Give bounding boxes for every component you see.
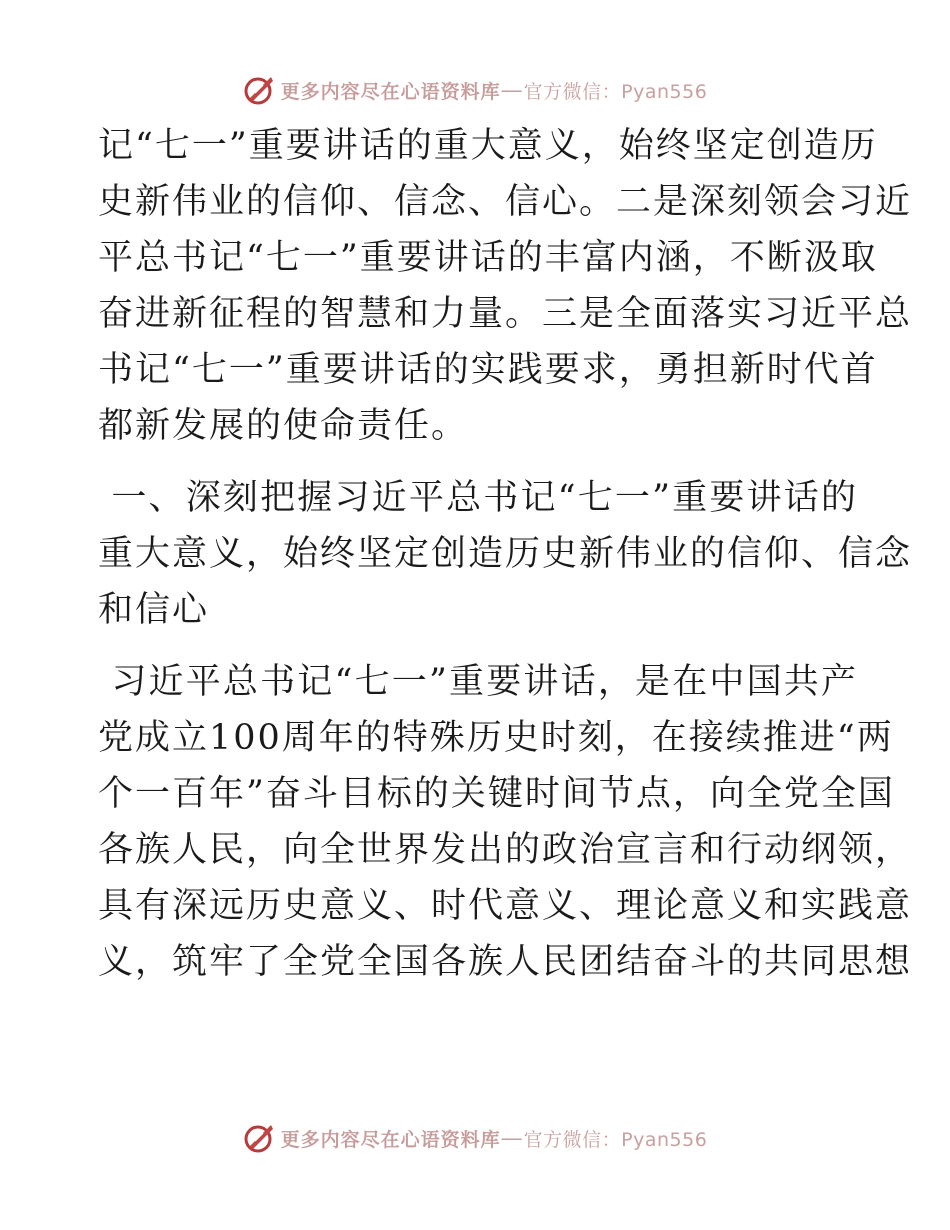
paragraph-2 <box>98 654 913 990</box>
quill-pen-logo-icon <box>243 73 277 107</box>
paragraph-1 <box>98 118 913 454</box>
header-banner-separator: — <box>500 77 524 103</box>
header-banner-wechat: 官方微信：Pyan556 <box>523 80 708 103</box>
text-line: 党成立100周年的特殊历史时刻，在接续推进“两 <box>98 718 894 758</box>
text-line: 义，筑牢了全党全国各族人民团结奋斗的共同思想 <box>98 942 913 982</box>
text-line: 习近平总书记“七一”重要讲话，是在中国共产 <box>98 662 858 702</box>
footer-banner <box>0 1118 950 1158</box>
text-line: 奋进新征程的智慧和力量。三是全面落实习近平总 <box>98 294 913 334</box>
footer-banner-title: 更多内容尽在心语资料库 <box>280 1128 501 1151</box>
text-line: 都新发展的使命责任。 <box>98 406 469 446</box>
text-line: 史新伟业的信仰、信念、信心。二是深刻领会习近 <box>98 182 913 222</box>
header-banner-title: 更多内容尽在心语资料库 <box>280 80 501 103</box>
section-heading <box>98 470 913 638</box>
text-line: 各族人民，向全世界发出的政治宣言和行动纲领， <box>98 830 913 870</box>
document-body <box>98 118 913 1006</box>
header-banner <box>0 70 950 110</box>
footer-banner-separator: — <box>500 1125 524 1151</box>
text-line: 重大意义，始终坚定创造历史新伟业的信仰、信念 <box>98 534 913 574</box>
text-line: 平总书记“七一”重要讲话的丰富内涵，不断汲取 <box>98 238 878 278</box>
text-line: 具有深远历史意义、时代意义、理论意义和实践意 <box>98 886 913 926</box>
quill-pen-logo-icon <box>243 1121 277 1155</box>
text-line: 书记“七一”重要讲话的实践要求，勇担新时代首 <box>98 350 878 390</box>
footer-banner-wechat: 官方微信：Pyan556 <box>523 1128 708 1151</box>
text-line: 记“七一”重要讲话的重大意义，始终坚定创造历 <box>98 126 878 166</box>
text-line: 个一百年”奋斗目标的关键时间节点，向全党全国 <box>98 774 895 814</box>
text-line: 和信心 <box>98 590 210 630</box>
text-line: 一、深刻把握习近平总书记“七一”重要讲话的 <box>98 478 858 518</box>
